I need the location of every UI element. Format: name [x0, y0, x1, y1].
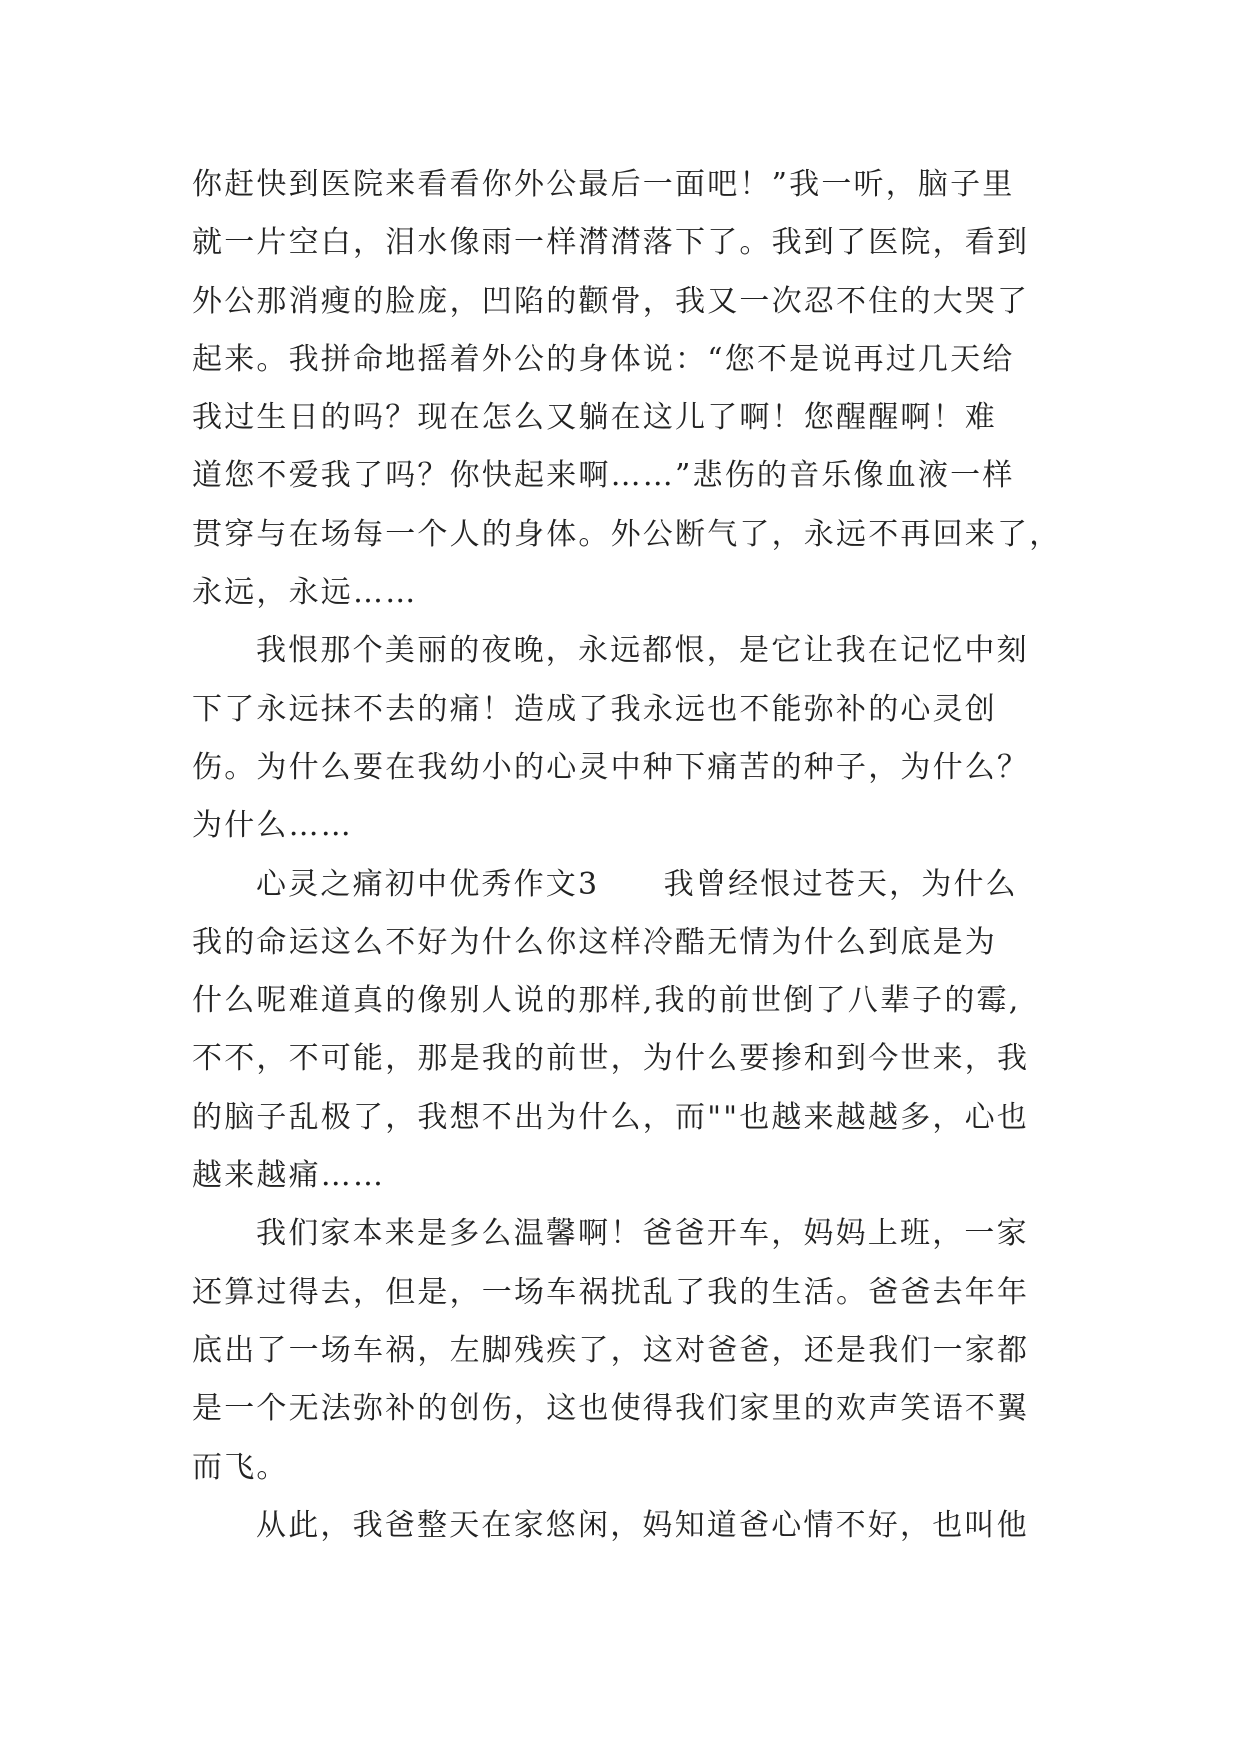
text-line: 你赶快到医院来看看你外公最后一面吧！”我一听，脑子里	[192, 167, 1015, 202]
text-line: 我的命运这么不好为什么你这样冷酷无情为什么到底是为	[192, 924, 997, 960]
text-line: 为什么……	[192, 808, 353, 844]
text-line: 起来。我拼命地摇着外公的身体说：“您不是说再过几天给	[192, 341, 1015, 377]
text-line: 我过生日的吗？现在怎么又躺在这儿了啊！您醒醒啊！难	[192, 400, 997, 436]
text-line: 从此，我爸整天在家悠闲，妈知道爸心情不好，也叫他	[256, 1507, 1029, 1543]
text-line: 还算过得去，但是，一场车祸扰乱了我的生活。爸爸去年年	[192, 1274, 1030, 1310]
text-line: 贯穿与在场每一个人的身体。外公断气了，永远不再回来了，	[192, 516, 1062, 552]
text-line: 下了永远抹不去的痛！造成了我永远也不能弥补的心灵创	[192, 691, 997, 727]
text-line: 越来越痛……	[192, 1158, 386, 1194]
text-line: 底出了一场车祸，左脚残疾了，这对爸爸，还是我们一家都	[192, 1332, 1030, 1368]
text-line: 心灵之痛初中优秀作文3 我曾经恨过苍天，为什么	[256, 866, 1018, 902]
text-line: 永远，永远……	[192, 575, 418, 611]
text-line: 什么呢难道真的像别人说的那样,我的前世倒了八辈子的霉,	[192, 983, 1021, 1019]
text-line: 我恨那个美丽的夜晚，永远都恨，是它让我在记忆中刻	[256, 633, 1029, 669]
text-line: 的脑子乱极了，我想不出为什么，而""也越来越越多，心也	[192, 1099, 1029, 1135]
essay-body	[192, 156, 1072, 1555]
text-line: 道您不爱我了吗？你快起来啊……”悲伤的音乐像血液一样	[192, 458, 1015, 494]
text-line: 就一片空白，泪水像雨一样潸潸落下了。我到了医院，看到	[192, 225, 1030, 261]
text-line: 是一个无法弥补的创伤，这也使得我们家里的欢声笑语不翼	[192, 1391, 1030, 1427]
text-line: 而飞。	[192, 1449, 289, 1485]
text-line: 我们家本来是多么温馨啊！爸爸开车，妈妈上班，一家	[256, 1216, 1029, 1252]
text-line: 不不，不可能，那是我的前世，为什么要掺和到今世来，我	[192, 1041, 1030, 1077]
text-line: 伤。为什么要在我幼小的心灵中种下痛苦的种子，为什么？	[192, 749, 1030, 785]
text-line: 外公那消瘦的脸庞，凹陷的颧骨，我又一次忍不住的大哭了	[192, 283, 1030, 319]
